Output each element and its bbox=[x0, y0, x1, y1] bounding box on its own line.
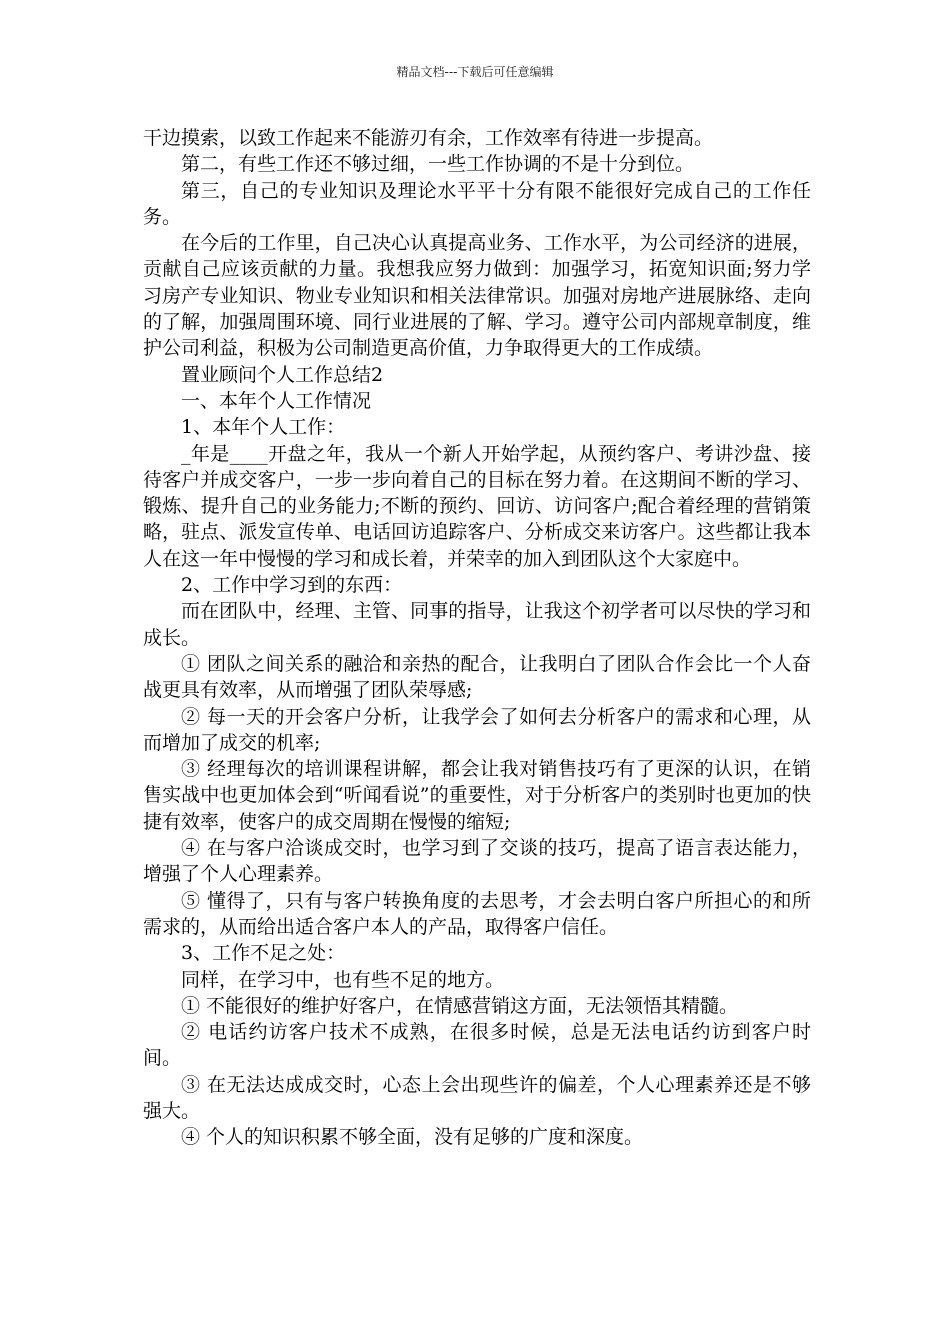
section-heading: 一、本年个人工作情况 bbox=[181, 389, 372, 412]
paragraph: 同样，在学习中，也有些不足的地方。 bbox=[181, 968, 505, 991]
list-item: ① 不能很好的维护好客户，在情感营销这方面，无法领悟其精髓。 bbox=[181, 994, 739, 1017]
list-item: ② 每一天的开会客户分析，让我学会了如何去分析客户的需求和心理，从而增加了成交的机率; bbox=[143, 705, 811, 754]
paragraph: 在今后的工作里，自己决心认真提高业务、工作水平，为公司经济的进展，贡献自己应该贡献的力量。我想我应努力做到：加强学习，拓宽知识面;努力学习房产专业知识、物业专业知识和相关法律常识。加强对房地产进展脉络、走向的了解，加强周围环境、同行业进展的了解、学习。遵守公司内部规章制度，维护公司利益，积极为公司制造更高价值，力争取得更大的工作成绩。 bbox=[143, 232, 811, 360]
subsection-heading: 2、工作中学习到的东西： bbox=[181, 574, 403, 597]
paragraph: 第二，有些工作还不够过细，一些工作协调的不是十分到位。 bbox=[181, 153, 695, 176]
paragraph: 第三，自己的专业知识及理论水平平十分有限不能很好完成自己的工作任务。 bbox=[143, 179, 811, 228]
list-item: ④ 在与客户洽谈成交时，也学习到了交谈的技巧，提高了语言表达能力，增强了个人心理素养。 bbox=[143, 837, 811, 886]
page-header: 精品文档---下载后可任意编辑 bbox=[396, 65, 554, 79]
subsection-heading: 3、工作不足之处： bbox=[181, 942, 346, 965]
document-body bbox=[143, 125, 811, 1151]
paragraph: 而在团队中，经理、主管、同事的指导，让我这个初学者可以尽快的学习和成长。 bbox=[143, 600, 811, 649]
paragraph: 干边摸索，以致工作起来不能游刃有余，工作效率有待进一步提高。 bbox=[143, 127, 714, 149]
subsection-heading: 1、本年个人工作： bbox=[181, 416, 346, 439]
list-item: ④ 个人的知识积累不够全面，没有足够的广度和深度。 bbox=[181, 1126, 644, 1149]
list-item: ⑤ 懂得了，只有与客户转换角度的去思考，才会去明白客户所担心的和所需求的，从而给出适合客户本人的产品，取得客户信任。 bbox=[143, 889, 811, 938]
list-item: ② 电话约访客户技术不成熟，在很多时候，总是无法电话约访到客户时间。 bbox=[143, 1021, 811, 1070]
paragraph: _年是____开盘之年，我从一个新人开始学起，从预约客户、考讲沙盘、接待客户并成交客户，一步一步向着自己的目标在努力着。在这期间不断的学习、锻炼、提升自己的业务能力;不断的预约、回访、访问客户;配合着经理的营销策略，驻点、派发宣传单、电话回访追踪客户、分析成交来访客户。这些都让我本人在这一年中慢慢的学习和成长着，并荣幸的加入到团队这个大家庭中。 bbox=[143, 442, 811, 570]
list-item: ③ 在无法达成成交时，心态上会出现些许的偏差，个人心理素养还是不够强大。 bbox=[143, 1073, 811, 1122]
list-item: ① 团队之间关系的融洽和亲热的配合，让我明白了团队合作会比一个人奋战更具有效率，从而增强了团队荣辱感; bbox=[143, 652, 811, 702]
list-item: ③ 经理每次的培训课程讲解，都会让我对销售技巧有了更深的认识，在销售实战中也更加体会到“听闻看说”的重要性，对于分析客户的类别时也更加的快捷有效率，使客户的成交周期在慢慢的缩短; bbox=[143, 758, 811, 833]
section-title: 置业顾问个人工作总结2 bbox=[181, 363, 384, 386]
